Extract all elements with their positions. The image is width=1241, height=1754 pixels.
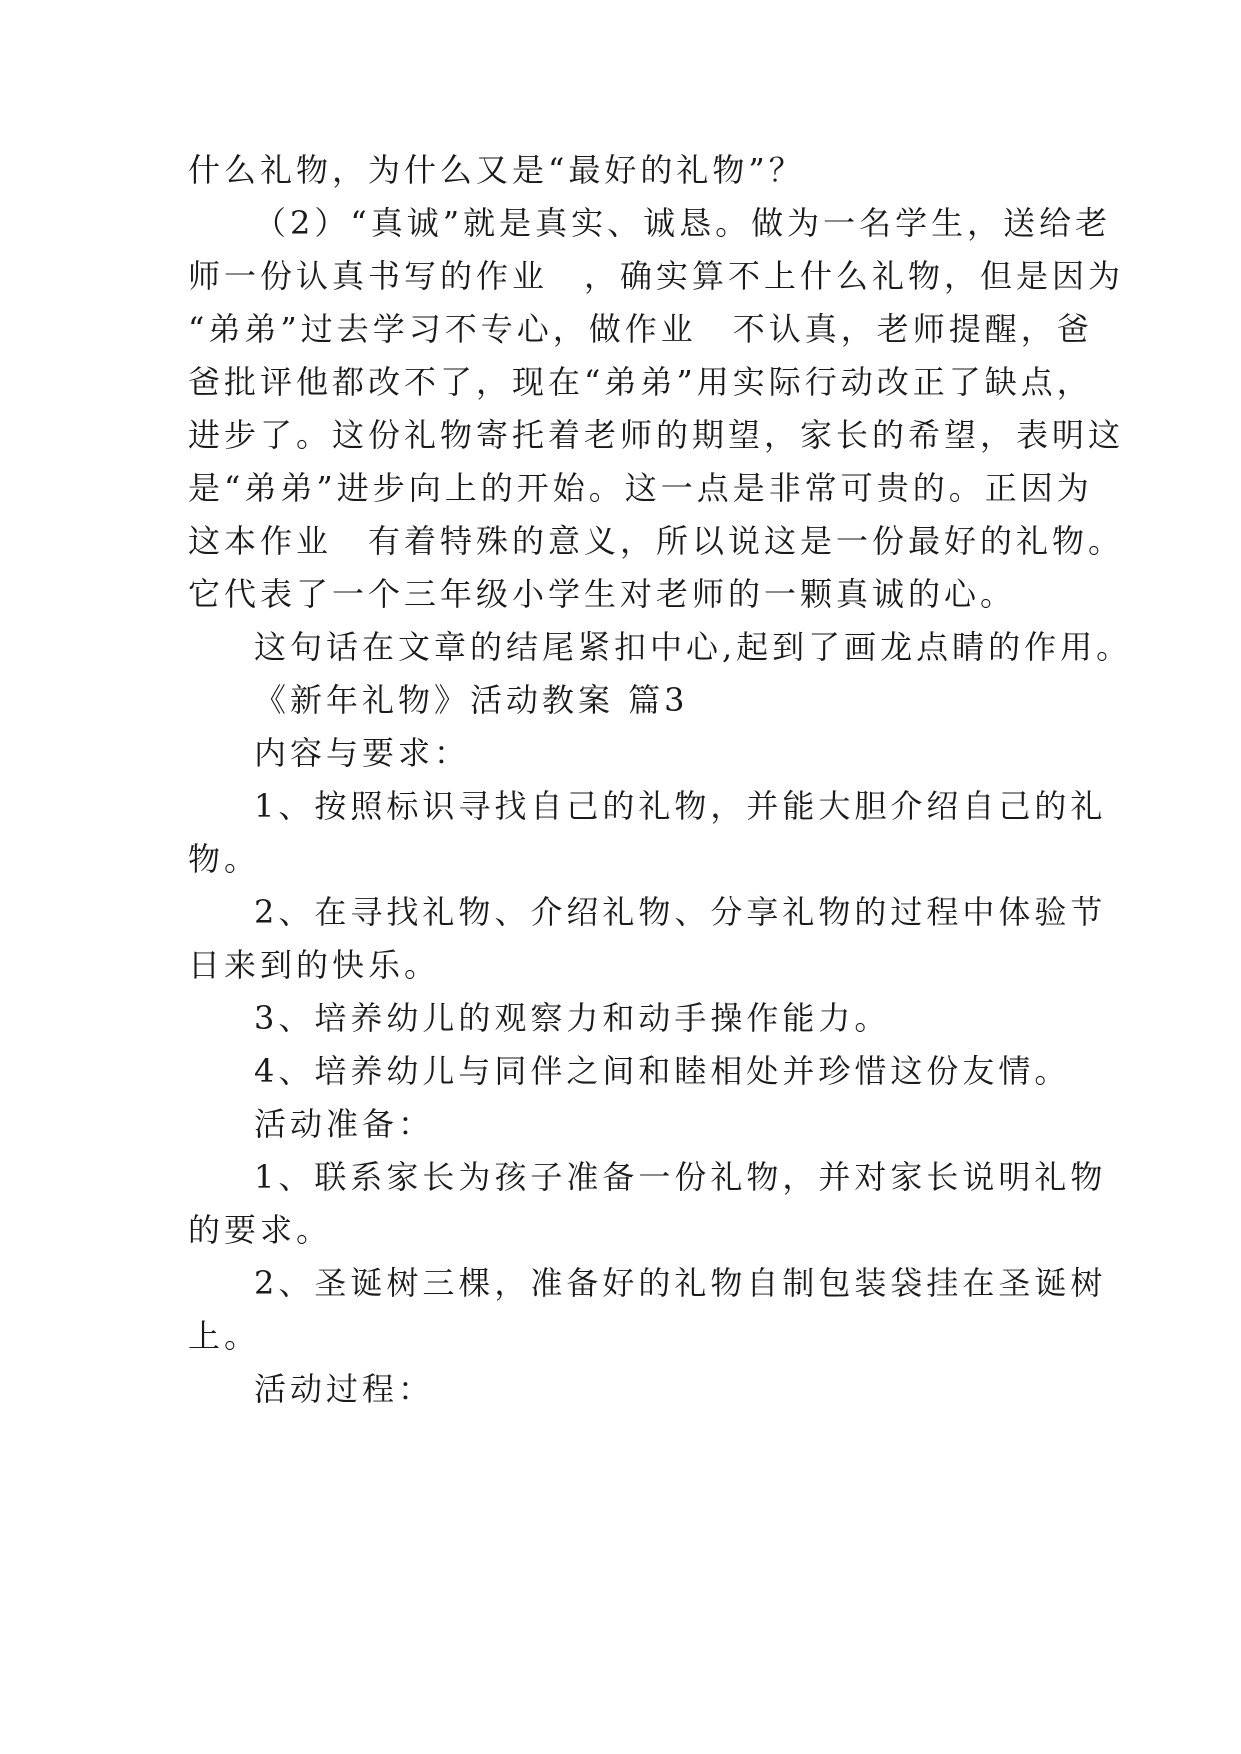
subheading: 活动过程： — [254, 1370, 435, 1408]
text-line: 这本作业 有着特殊的意义，所以说这是一份最好的礼物。 — [188, 522, 1125, 560]
list-item: 2、圣诞树三棵，准备好的礼物自制包装袋挂在圣诞树 — [254, 1264, 1107, 1302]
text-line: 是“弟弟”进步向上的开始。这一点是非常可贵的。正因为 — [188, 469, 1093, 507]
text-line: （2）“真诚”就是真实、诚恳。做为一名学生，送给老 — [254, 204, 1112, 242]
subheading: 活动准备： — [254, 1105, 435, 1143]
list-item-continuation: 物。 — [188, 840, 261, 878]
list-item: 2、在寻找礼物、介绍礼物、分享礼物的过程中体验节 — [254, 893, 1107, 931]
list-item-continuation: 上。 — [188, 1317, 261, 1355]
list-item: 3、培养幼儿的观察力和动手操作能力。 — [254, 999, 891, 1037]
list-item: 1、联系家长为孩子准备一份礼物，并对家长说明礼物 — [254, 1158, 1107, 1196]
text-line: 师一份认真书写的作业 ，确实算不上什么礼物，但是因为 — [188, 257, 1125, 295]
text-line: 什么礼物，为什么又是“最好的礼物”？ — [188, 151, 805, 189]
subheading: 内容与要求： — [254, 734, 471, 772]
list-item: 1、按照标识寻找自己的礼物，并能大胆介绍自己的礼 — [254, 787, 1107, 825]
text-line: 进步了。这份礼物寄托着老师的期望，家长的希望，表明这 — [188, 416, 1125, 454]
list-item-continuation: 的要求。 — [188, 1211, 333, 1249]
section-heading: 《新年礼物》活动教案 篇3 — [254, 681, 689, 719]
list-item: 4、培养幼儿与同伴之间和睦相处并珍惜这份友情。 — [254, 1052, 1071, 1090]
list-item-continuation: 日来到的快乐。 — [188, 946, 441, 984]
text-line: 这句话在文章的结尾紧扣中心,起到了画龙点睛的作用。 — [254, 628, 1133, 666]
text-line: “弟弟”过去学习不专心，做作业 不认真，老师提醒，爸 — [188, 310, 1093, 348]
text-line: 爸批评他都改不了，现在“弟弟”用实际行动改正了缺点， — [188, 363, 1093, 401]
text-line: 它代表了一个三年级小学生对老师的一颗真诚的心。 — [188, 575, 1017, 613]
